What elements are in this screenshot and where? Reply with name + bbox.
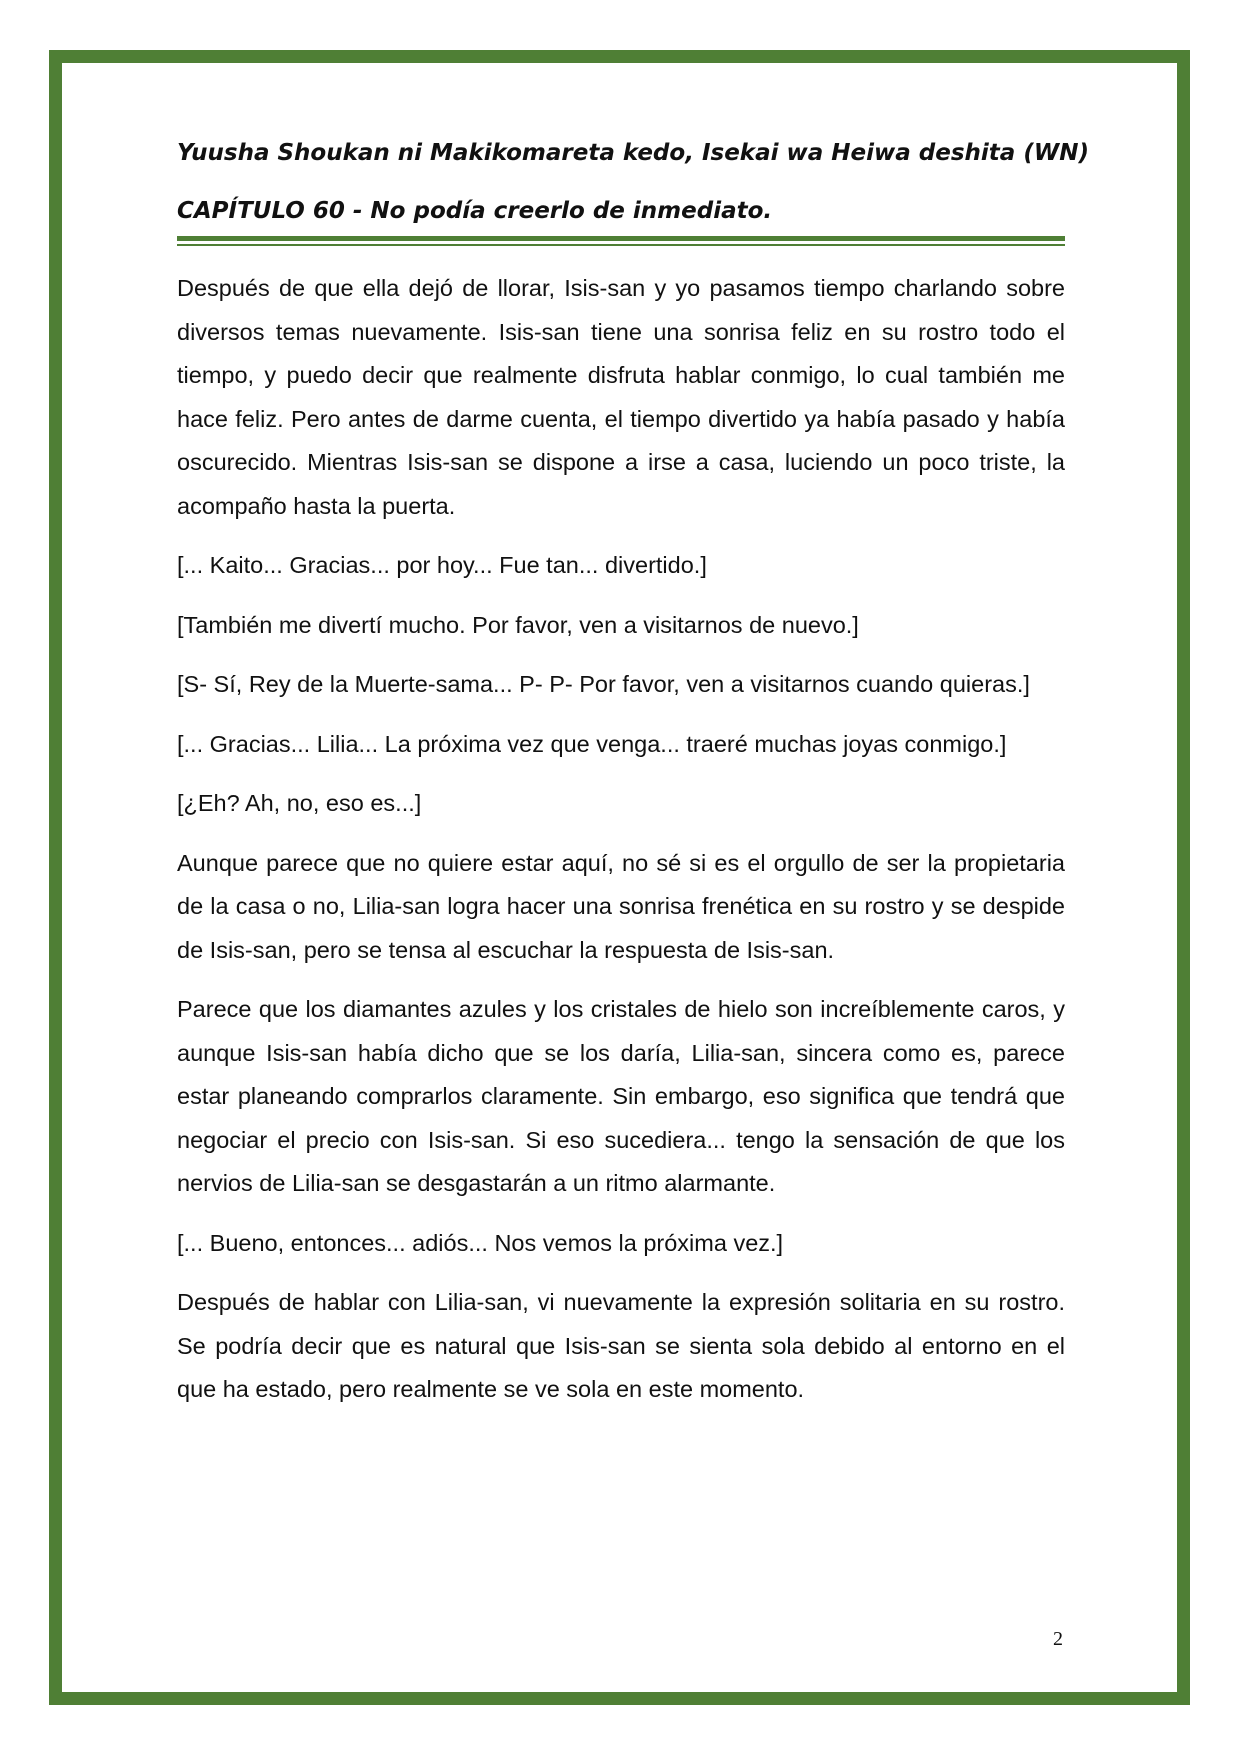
- paragraph: Aunque parece que no quiere estar aquí, no sé si es el orgullo de ser la propietaria de la casa o no, Lilia-san logra hacer una sonrisa frenética en su rostro y se despide de Isis-san, pero se tensa al escuchar la respuesta de Isis-san.: [177, 849, 1065, 963]
- title-rule-thick: [177, 236, 1065, 241]
- paragraph: [... Kaito... Gracias... por hoy... Fue tan... divertido.]: [177, 552, 707, 578]
- page-number: 2: [1053, 1628, 1063, 1650]
- paragraph: [... Bueno, entonces... adiós... Nos vemos la próxima vez.]: [177, 1229, 784, 1256]
- paragraph: Parece que los diamantes azules y los cristales de hielo son increíblemente caros, y aunque Isis-san había dicho que se los daría, Lilia-san, sincera como es, parece estar planeando comprarlos claramente. Sin embargo, eso significa que tendrá que negociar el precio con Isis-san. Si eso sucediera... tengo la sensación de que los nervios de Lilia-san se desgastarán a un ritmo alarmante.: [177, 996, 1065, 1196]
- paragraph: Después de que ella dejó de llorar, Isis-san y yo pasamos tiempo charlando sobre diversos temas nuevamente. Isis-san tiene una sonrisa feliz en su rostro todo el tiempo, y puedo decir que realmente disfruta hablar conmigo, lo cual también me hace feliz. Pero antes de darme cuenta, el tiempo divertido ya había pasado y había oscurecido. Mientras Isis-san se dispone a irse a casa, luciendo un poco triste, la acompaño hasta la puerta.: [177, 275, 1065, 519]
- page-content: [177, 128, 1089, 1428]
- body-text: [177, 267, 1065, 1412]
- chapter-title: CAPÍTULO 60 - No podía creerlo de inmediato.: [177, 198, 773, 224]
- paragraph: [S- Sí, Rey de la Muerte-sama... P- P- Por favor, ven a visitarnos cuando quieras.]: [177, 671, 1030, 697]
- paragraph: [... Gracias... Lilia... La próxima vez que venga... traeré muchas joyas conmigo.]: [177, 730, 1007, 757]
- series-title: Yuusha Shoukan ni Makikomareta kedo, Isekai wa Heiwa deshita (WN): [177, 140, 1089, 166]
- paragraph: [También me divertí mucho. Por favor, ven a visitarnos de nuevo.]: [177, 611, 859, 638]
- paragraph: [¿Eh? Ah, no, eso es...]: [177, 790, 422, 816]
- paragraph: Después de hablar con Lilia-san, vi nuevamente la expresión solitaria en su rostro. Se podría decir que es natural que Isis-san se sienta sola debido al entorno en el que ha estado, pero realmente se ve sola en este momento.: [177, 1289, 1065, 1402]
- title-rule-thin: [177, 244, 1065, 246]
